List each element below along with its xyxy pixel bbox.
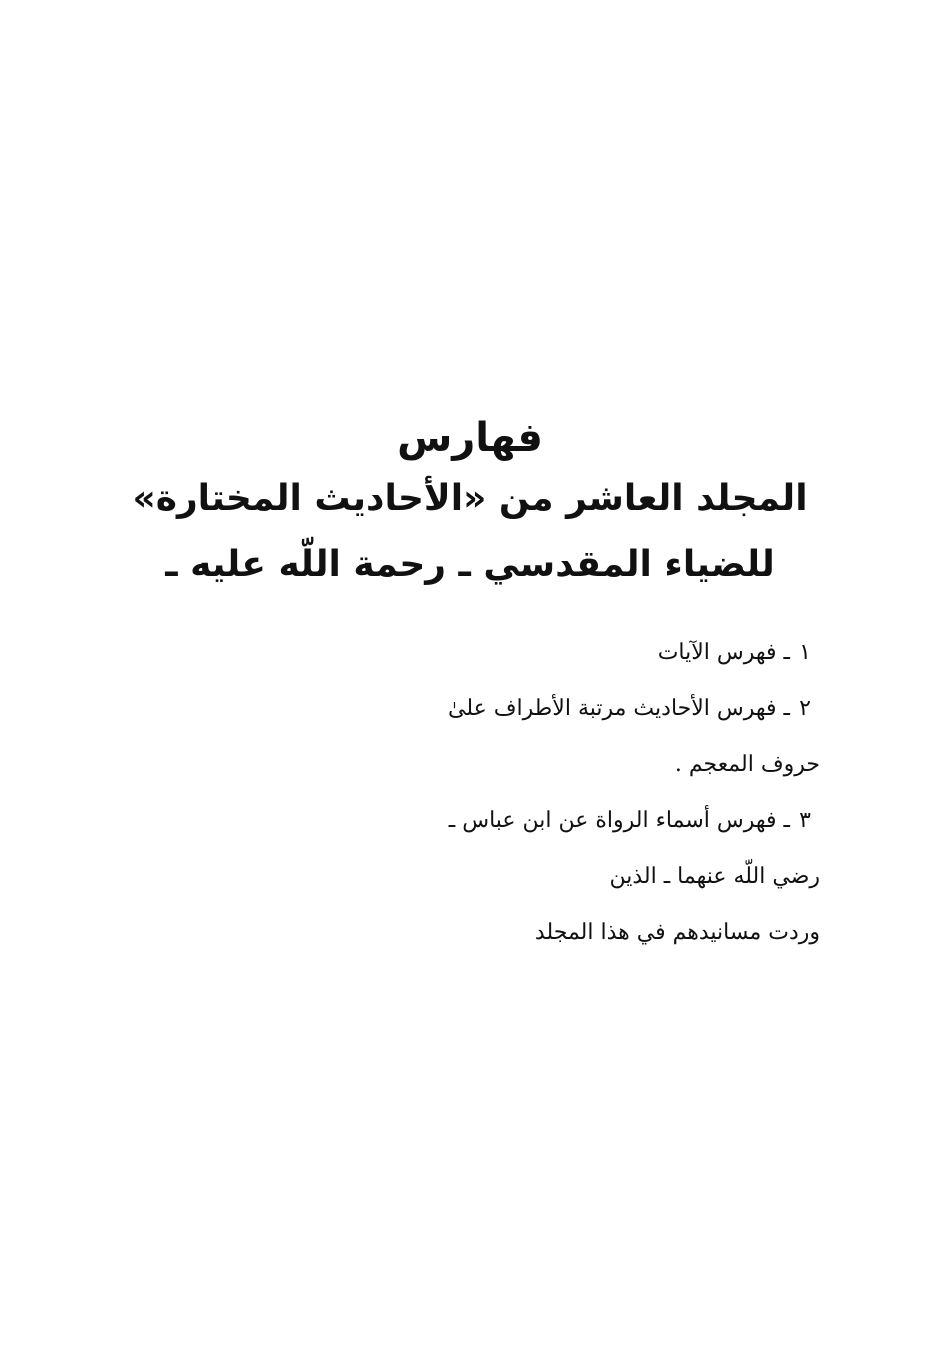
page-title: فهارس [397, 415, 543, 461]
title-block [0, 410, 940, 598]
item-text: حروف المعجم . [674, 752, 820, 777]
list-item [300, 625, 820, 681]
item-number: ١ [799, 640, 811, 665]
item-text: ـ فهرس الأحاديث مرتبة الأطراف علىٰ [448, 696, 790, 721]
subtitle-line-1: المجلد العاشر من «الأحاديث المختارة» [132, 478, 808, 519]
item-number: ٣ [799, 808, 811, 833]
item-text: ـ فهرس الآيات [657, 640, 790, 665]
list-item-continuation [300, 737, 820, 793]
index-list [300, 625, 820, 961]
item-text: ـ فهرس أسماء الرواة عن ابن عباس ـ [448, 808, 790, 833]
subtitle-line-2: للضياء المقدسي ـ رحمة اللّه عليه ـ [165, 544, 775, 585]
list-item [300, 681, 820, 737]
list-item-continuation [300, 905, 820, 961]
list-item-continuation [300, 849, 820, 905]
item-text: وردت مسانيدهم في هذا المجلد [534, 920, 820, 945]
item-number: ٢ [799, 696, 811, 721]
item-text: رضي اللّه عنهما ـ الذين [609, 864, 820, 889]
list-item [300, 793, 820, 849]
